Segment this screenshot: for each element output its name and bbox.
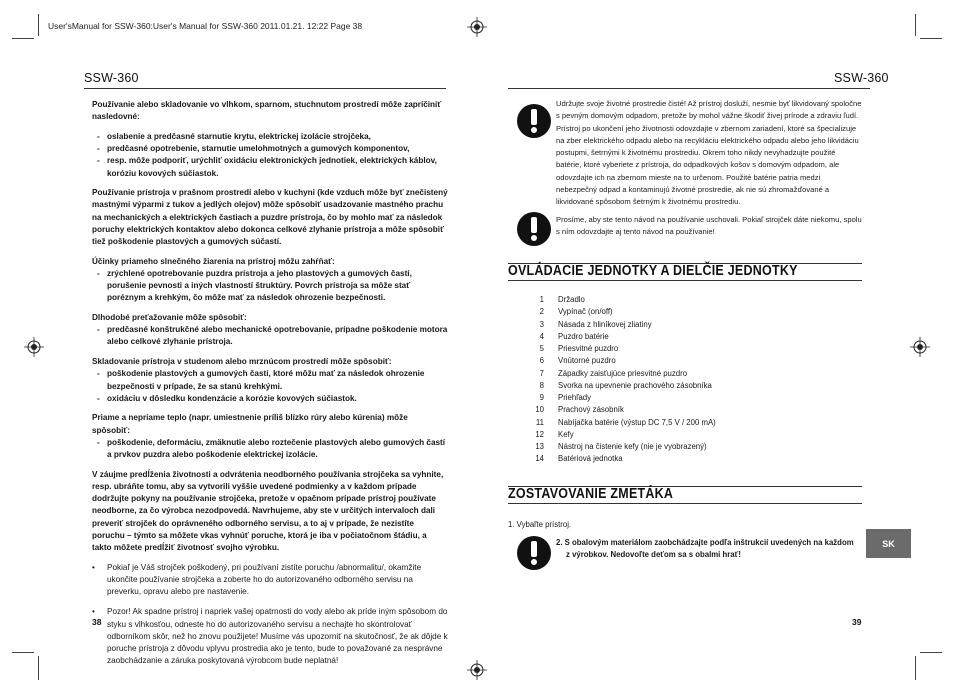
list-item [528, 368, 716, 380]
registration-mark-icon [467, 17, 487, 37]
list-item [528, 355, 716, 367]
part-label: Vnútorné puzdro [558, 356, 616, 366]
part-number: 9 [539, 393, 544, 402]
registration-mark-icon [24, 337, 44, 357]
part-number: 10 [535, 405, 544, 415]
list-item [528, 417, 716, 429]
part-number: 8 [539, 380, 544, 390]
exclamation-icon [517, 104, 551, 138]
part-label: Držadlo [558, 295, 585, 304]
crop-mark [12, 652, 34, 653]
crop-mark [915, 656, 916, 680]
list-item [528, 441, 716, 453]
registration-mark-icon [467, 660, 487, 680]
part-label: Puzdro batérie [558, 331, 609, 341]
crop-mark [915, 14, 916, 36]
block-intro: Priame a nepriame teplo (napr. umiestnenie príliš blízko rúry alebo kúrenia) môže spôsobiť: [92, 413, 408, 435]
language-tab-sk: SK [866, 529, 911, 558]
step-unpack: 1. Vybaľte prístroj. [508, 520, 572, 529]
left-model-name: SSW-360 [84, 71, 139, 85]
block-intro: Používanie prístroja v prašnom prostredí alebo v kuchyni (kde vzduch môže byť znečistený mastnými výparmi z tukov a jedlých olejov) môže spôsobiť usadzovanie mastného prachu na mechanických a elektrických častiach a puzdre prístroja, čo by mohlo mať za následok poruchy elektrických kontaktov alebo dokonca celkové zlyhanie prístroja a môže spôsobiť tiež poškodenie plastových a gumových súčastí. [92, 188, 448, 247]
list-item [528, 380, 716, 392]
block-intro: Účinky priameho slnečného žiarenia na prístroj môžu zahŕňať: [92, 256, 335, 266]
list-item [528, 343, 716, 355]
part-label: Západky zaisťujúce priesvitné puzdro [558, 368, 688, 378]
section2-bottom-rule [508, 503, 862, 504]
section-title-controls: OVLÁDACIE JEDNOTKY A DIELČIE JEDNOTKY [508, 263, 798, 279]
list-item [528, 331, 716, 343]
block-intro: Používanie alebo skladovanie vo vlhkom, sparnom, stuchnutom prostredí môže zapríčiniť nasledovné: [92, 100, 442, 122]
bullet-list [92, 562, 448, 668]
lifetime-paragraph: V záujme predĺženia životnosti a odvrátenia neodborného používania strojčeka sa vyhnite, resp. ubráňte tomu, aby sa vytvorili vyššie uvedené podmienky a v každom prípade dodržujte pokyny na používanie strojčeka, pretože v opačnom prípade prístroj používate neodborne, za čo výrobca nezodpovedá. Navrhujeme, aby ste v určitých intervaloch dali preveriť strojček do oprávneného odborného servisu, a to aj v prípade, že nezistíte poruchu – týmto sa môžete vkas vyhnúť poruche, ktorá je iba v počiatočnom štádiu, a takto môžete predĺžiť životnosť svojho výrobku. [92, 469, 444, 552]
right-page-number: 39 [852, 617, 862, 627]
left-page-body [92, 99, 448, 675]
crop-mark [920, 652, 942, 653]
list-item: - predčasné konštrukčné alebo mechanické opotrebovanie, prípadne poškodenie motora alebo celkové zlyhanie prístroja. [92, 324, 448, 348]
warning-environment: Udržujte svoje životné prostredie čisté! Až prístroj dosluží, nesmie byť likvidovaný spoločne s pevným domovým odpadom, pretože by mohol vážne škodiť živej prírode a zdraviu ľudí. Prístroj po ukončení jeho životnosti odovzdajte v zbernom zariadení, ktoré sa špecializuje na zber elektrického odpadu alebo na recykláciu elektrického odpadu alebo jeho likvidáciu postupmi, šetrnými k životnému prostrediu. Okrem toho nikdy nevyhadzujte použité batérie, ktoré vyberiete z prístroja, do odpadkových košov s domovým odpadom, ale odovzdajte ich na zbernom mieste na to určenom. Použité batérie patria medzi nebezpečný odpad a kontaminujú životné prostredie, ak nie sú zhromažďované a likvidované spôsobom šetrným k životnému prostrediu. [556, 99, 862, 207]
part-label: Nabíjačka batérie (výstup DC 7,5 V / 200 mA) [558, 417, 716, 427]
list-item: - resp. môže podporiť, urýchliť oxidáciu elektronických jednotiek, elektrických káblov, koróziu kovových súčiastok. [92, 155, 448, 179]
list-item: - oslabenie a predčasné starnutie krytu, elektrickej izolácie strojčeka, [92, 131, 448, 143]
part-label: Nástroj na čistenie kefy (nie je vyobrazený) [558, 442, 707, 451]
list-item: - oxidáciu v dôsledku kondenzácie a korózie kovových súčiastok. [92, 393, 448, 405]
block-list [92, 368, 448, 405]
list-item [528, 294, 716, 306]
block-list [92, 324, 448, 348]
part-number: 4 [539, 331, 544, 341]
list-item: - poškodenie plastových a gumových častí, ktoré môžu mať za následok ohrozenie bezpečnosti v prípade, že sa stanú krehkými. [92, 368, 448, 392]
list-item: - predčasné opotrebenie, starnutie umelohmotných a gumových komponentov, [92, 143, 448, 155]
part-label: Priehľady [558, 393, 592, 402]
list-item: - zrýchlené opotrebovanie puzdra prístroja a jeho plastových a gumových častí, porušenie pevnosti a iných vlastností štruktúry. Povrch prístroja sa môže stať poréznym a krehkým, čo môže mať za následok ohrozenie bezpečnosti. [92, 268, 448, 305]
crop-mark [920, 38, 942, 39]
part-label: Kefy [558, 429, 574, 439]
list-item [528, 429, 716, 441]
part-label: Násada z hliníkovej zliatiny [558, 319, 652, 329]
block-list [92, 437, 448, 461]
part-label: Svorka na upevnenie prachového zásobníka [558, 380, 712, 390]
exclamation-icon [517, 536, 551, 570]
block-intro: Skladovanie prístroja v studenom alebo mrznúcom prostredí môže spôsobiť: [92, 357, 392, 367]
registration-mark-icon [910, 337, 930, 357]
left-page-number: 38 [92, 617, 102, 627]
part-number: 13 [535, 442, 544, 451]
left-header-rule [84, 88, 446, 89]
exclamation-icon [517, 212, 551, 246]
part-number: 3 [539, 319, 544, 329]
crop-mark [38, 14, 39, 36]
block-intro: Dlhodobé preťažovanie môže spôsobiť: [92, 313, 247, 323]
part-label: Priesvitné puzdro [558, 344, 619, 353]
part-label: Prachový zásobník [558, 405, 624, 415]
part-number: 12 [535, 429, 544, 439]
list-item [528, 392, 716, 404]
block-list [92, 268, 448, 305]
block-list [92, 131, 448, 180]
crop-mark [38, 656, 39, 680]
step-packaging-warning: 2. S obalovým materiálom zaobchádzajte podľa inštrukcií uvedených na každom z výrobkov. Nedovoľte deťom sa s obalmi hrať! [556, 538, 854, 560]
list-item: • Pokiaľ je Váš strojček poškodený, pri používaní zistíte poruchu /abnormalitu/, okamžite ukončite používanie strojčeka a zoberte ho do autorizovaného odborného servisu na preverku, opravu alebo pre nastavenie. [92, 562, 448, 599]
crop-mark [12, 38, 34, 39]
part-number: 14 [535, 454, 544, 464]
part-number: 2 [539, 307, 544, 317]
part-label: Batériová jednotka [558, 454, 623, 464]
right-model-name: SSW-360 [834, 71, 889, 85]
warning-keep-manual: Prosíme, aby ste tento návod na používanie uschovali. Pokiaľ strojček dáte niekomu, spolu s ním odovzdajte aj tento návod na používanie! [556, 215, 862, 237]
section-title-assembly: ZOSTAVOVANIE ZMETÁKA [508, 486, 674, 502]
list-item: • Pozor! Ak spadne prístroj i napriek vašej opatrnosti do vody alebo ak príde iným spôsobom do styku s vlhkosťou, odneste ho do autorizovaného servisu a nechajte ho skontrolovať odborníkom skôr, než ho znovu použijete! Musíme vás upozorniť na skutočnosť, že ak dôjde k poruche prístroja z dôvodu vplyvu prostredia ako je tento, bude to považované za nesprávne zaobchádzanie a záruka poskytovaná výrobcom bude neplatná! [92, 606, 448, 667]
list-item [528, 404, 716, 416]
part-number: 5 [539, 344, 544, 353]
part-number: 6 [539, 356, 544, 366]
part-number: 11 [535, 417, 544, 427]
list-item [528, 306, 716, 318]
part-label: Vypínač (on/off) [558, 307, 613, 317]
print-header: User'sManual for SSW-360:User's Manual for SSW-360 2011.01.21. 12:22 Page 38 [48, 21, 363, 31]
list-item: - poškodenie, deformáciu, zmäknutie alebo roztečenie plastových alebo gumových častí a prvkov puzdra alebo poškodenie elektrickej izolácie. [92, 437, 448, 461]
list-item [528, 319, 716, 331]
parts-list [528, 294, 716, 466]
part-number: 7 [539, 368, 544, 378]
list-item [528, 453, 716, 465]
part-number: 1 [539, 295, 544, 304]
right-header-rule [508, 88, 870, 89]
section1-bottom-rule [508, 280, 862, 281]
